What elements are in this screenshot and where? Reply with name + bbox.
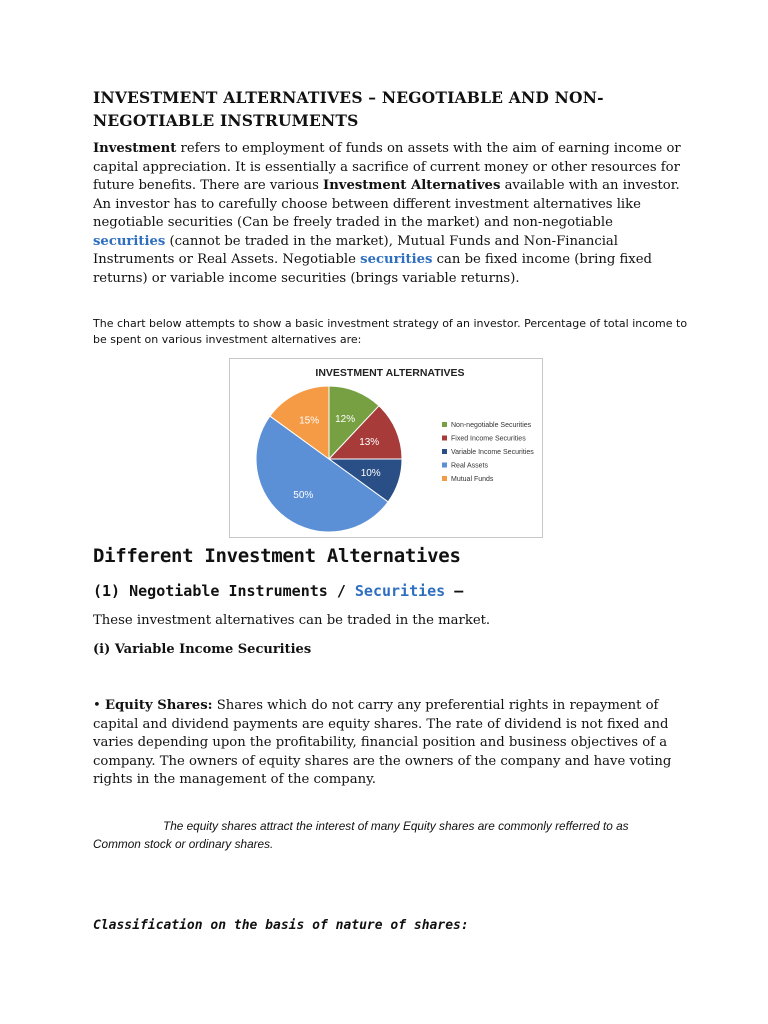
- intro-text-3: (cannot be traded in the market), Mutual Funds and Non-Financial Instruments or Real Assets. Negotiable: [93, 233, 619, 267]
- pie-slice-label-1: 13%: [359, 437, 380, 449]
- pie-slice-label-3: 50%: [293, 489, 314, 501]
- intro-text-1: refers to employment of funds on assets with the aim of earning income or capital appreciation. It is essentially a sacrifice of current money or other resources for future benefits. There are various: [93, 141, 681, 193]
- legend-swatch-3: [442, 463, 447, 468]
- pie-slice-label-0: 12%: [335, 413, 356, 425]
- pie-slice-label-2: 10%: [360, 468, 381, 479]
- equity-shares-paragraph: [93, 697, 683, 790]
- legend-swatch-2: [442, 449, 447, 454]
- legend-swatch-0: [442, 422, 447, 427]
- securities-link-2[interactable]: securities: [360, 252, 433, 267]
- chart-intro: The chart below attempts to show a basic investment strategy of an investor. Percentage of total income to be spent on various investment alternatives are:: [93, 317, 688, 346]
- legend-label-2: Variable Income Securities: [451, 449, 534, 456]
- subsection-suffix: –: [445, 582, 464, 600]
- term-investment: Investment: [93, 141, 177, 156]
- equity-note: The equity shares attract the interest of many Equity shares are commonly refferred to as Common stock or ordinary shares.: [93, 819, 629, 851]
- equity-shares-label: Equity Shares:: [104, 698, 213, 713]
- pie-chart-figure: [229, 358, 543, 538]
- securities-link-1[interactable]: securities: [93, 233, 166, 249]
- legend-swatch-1: [442, 436, 447, 441]
- traded-paragraph: These investment alternatives can be traded in the market.: [93, 613, 491, 628]
- classification-heading: Classification on the basis of nature of shares:: [93, 918, 469, 933]
- legend-label-1: Fixed Income Securities: [451, 435, 526, 443]
- page-title: INVESTMENT ALTERNATIVES – NEGOTIABLE AND NON-NEGOTIABLE INSTRUMENTS: [93, 88, 604, 130]
- pie-slice-label-4: 15%: [299, 415, 320, 427]
- section-heading: Different Investment Alternatives: [93, 545, 461, 567]
- term-investment-alternatives: Investment Alternatives: [323, 178, 501, 193]
- legend-swatch-4: [442, 476, 447, 481]
- legend-label-4: Mutual Funds: [451, 476, 494, 483]
- bullet: •: [93, 698, 105, 713]
- intro-paragraph: [93, 140, 683, 288]
- chart-title: INVESTMENT ALTERNATIVES: [315, 367, 465, 379]
- intro-text-2: available with an investor. An investor has to carefully choose between different investment alternatives like negotiable securities (Can be freely traded in the market) and non-negotiable: [93, 178, 680, 230]
- subsection-heading: [93, 582, 463, 600]
- equity-shares-text: Shares which do not carry any preferential rights in repayment of capital and dividend payments are equity shares. The rate of dividend is not fixed and varies depending upon the profitability, financial position and business objectives of a company. The owners of equity shares are the owners of the company and have voting rights in the management of the company.: [93, 698, 672, 787]
- pie-chart: [230, 359, 542, 537]
- legend-label-3: Real Assets: [451, 462, 488, 470]
- intro-text-4: can be fixed income (bring fixed returns) or variable income securities (brings variable returns).: [93, 252, 652, 286]
- legend-label-0: Non-negotiable Securities: [451, 422, 532, 429]
- subsection-prefix: (1) Negotiable Instruments /: [93, 582, 355, 600]
- variable-income-heading: (i) Variable Income Securities: [93, 642, 312, 657]
- securities-link-3[interactable]: Securities: [354, 582, 446, 600]
